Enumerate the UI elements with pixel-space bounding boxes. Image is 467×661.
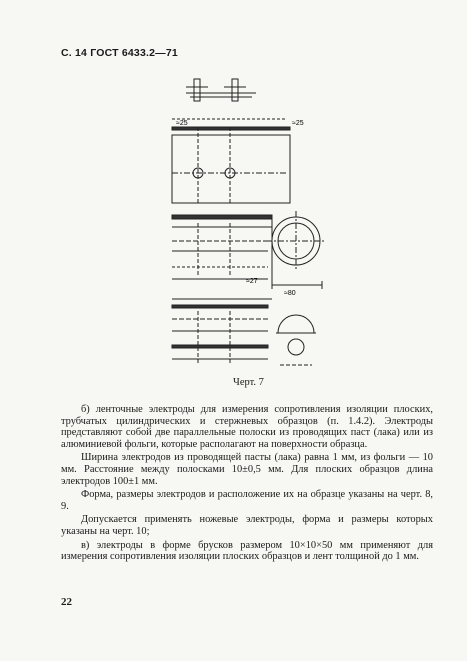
electrode-drawing-svg	[160, 75, 340, 375]
dim-label-mid: ≈27	[246, 278, 258, 285]
upper-plate-view	[172, 119, 290, 203]
paragraph: Форма, размеры электродов и расположение их на образце указаны на черт. 8, 9.	[61, 489, 433, 512]
dim-label-b: ≈25	[292, 120, 304, 127]
terminal-clamps	[186, 79, 256, 101]
page-number: 22	[61, 596, 72, 608]
dim-label-diam: ≈80	[284, 290, 296, 297]
dim-label-a: ≈25	[176, 120, 188, 127]
round-electrode-view	[266, 211, 326, 289]
paragraph: в) электроды в форме брусков размером 10×10×50 мм применяют для измерения сопротивления изоляции плоских образцов и лент толщиной до 1 мм.	[61, 539, 433, 563]
body-text	[61, 404, 433, 565]
page-header: С. 14 ГОСТ 6433.2—71	[61, 47, 178, 59]
paragraph: б) ленточные электроды для измерения сопротивления изоляции плоских, трубчатых цилиндрических и стержневых образцов (п. 1.4.2). Электроды представляют собой две параллельные полоски из проводящих паст (лака) или из алюминиевой фольги, которые располагают на поверхности образца.	[61, 404, 433, 450]
paragraph: Ширина электродов из проводящей пасты (лака) равна 1 мм, из фольги — 10 мм. Расстояние между полосками 10±0,5 мм. Для плоских образцов длина электродов 100±1 мм.	[61, 452, 433, 487]
middle-section-view	[172, 215, 272, 281]
paragraph: Допускается применять ножевые электроды, форма и размеры которых указаны на черт. 10;	[61, 514, 433, 537]
lower-section-view	[172, 299, 316, 365]
technical-drawing	[160, 75, 340, 375]
figure-caption: Черт. 7	[233, 377, 264, 388]
